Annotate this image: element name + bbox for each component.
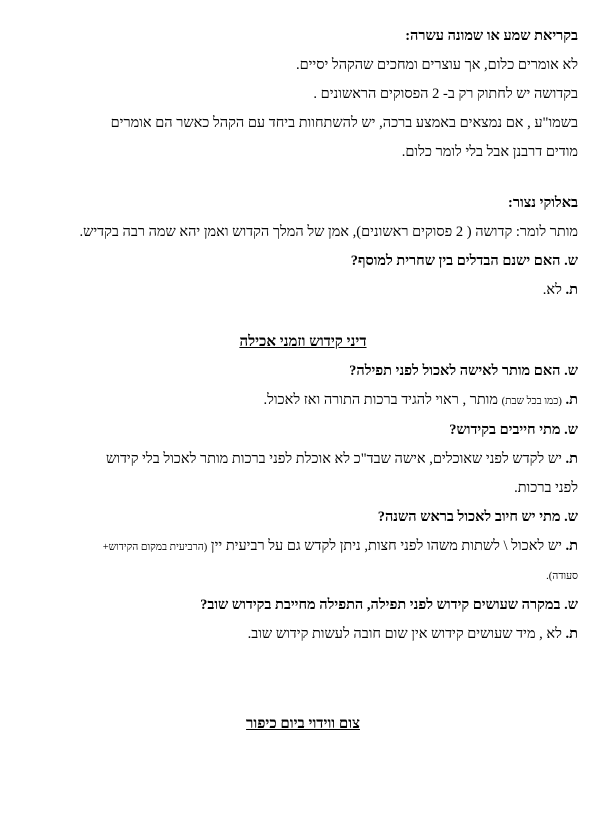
section-line: מותר לומר: קדושה ( 2 פסוקים ראשונים), אמן של המלך הקדוש ואמן יהא שמה רבה בקדיש. <box>79 224 578 240</box>
answer <box>28 532 578 562</box>
answer-note: (הרביעית במקום הקידוש+ <box>102 542 208 553</box>
section-kidush <box>28 327 578 649</box>
spacer <box>28 167 578 189</box>
section-heading-eloke-netzor: באלוקי נצור: <box>508 195 578 211</box>
answer <box>28 276 578 305</box>
spacer <box>28 679 578 709</box>
section-eloke-netzor <box>28 189 578 305</box>
answer <box>28 620 578 649</box>
section-heading-kidush: דיני קידוש וזמני אכילה <box>239 334 367 350</box>
answer-label: ת. <box>565 538 578 554</box>
answer-label: ת. <box>565 282 578 298</box>
section-line: מודים דרבנן אבל בלי לומר כלום. <box>401 144 578 160</box>
question: ש. האם ישנם הבדלים בין שחרית למוסף? <box>350 253 578 269</box>
answer-parenthetical: (כמו בכל שבת) <box>501 396 562 407</box>
question: ש. מתי חייבים בקידוש? <box>449 422 578 438</box>
section-heading-shema: בקריאת שמע או שמונה עשרה: <box>405 28 578 44</box>
section-heading-tzom-vidui: צום ווידוי ביום כיפור <box>246 716 360 732</box>
section-line: בקדושה יש לחתוק רק ב- 2 הפסוקים הראשונים . <box>313 86 578 102</box>
answer <box>28 445 578 474</box>
question: ש. מתי יש חיוב לאכול בראש השנה? <box>377 509 578 525</box>
answer-continued: לפני ברכות. <box>514 480 578 496</box>
section-line: בשמו"ע , אם נמצאים באמצע ברכה, יש להשתחוות ביחד עם הקהל כאשר הם אומרים <box>110 115 578 131</box>
answer-note-continued: סעודה). <box>546 571 578 582</box>
answer-text: יש לקדש לפני שאוכלים, אישה שבד"כ לא אוכלת לפני ברכות מותר לאכול בלי קידוש <box>105 451 562 467</box>
answer-label: ת. <box>565 451 578 467</box>
section-shema <box>28 22 578 167</box>
question: ש. במקרה שעושים קידוש לפני תפילה, התפילה מחייבת בקידוש שוב? <box>200 597 578 613</box>
answer-text: לא , מיד שעושים קידוש אין שום חובה לעשות קידוש שוב. <box>247 626 562 642</box>
answer-text: מותר , ראוי להגיד ברכות התורה ואז לאכול. <box>263 392 498 408</box>
section-line: לא אומרים כלום, אך עוצרים ומחכים שהקהל יסיים. <box>295 57 578 73</box>
answer-text: יש לאכול \ לשתות משהו לפני חצות, ניתן לקדש גם על רביעית יין <box>210 538 562 554</box>
answer <box>28 386 578 416</box>
answer-text: לא. <box>542 282 562 298</box>
section-tzom-vidui <box>28 709 578 739</box>
answer-label: ת. <box>565 626 578 642</box>
spacer <box>28 305 578 327</box>
answer-label: ת. <box>565 392 578 408</box>
spacer <box>28 649 578 679</box>
question: ש. האם מותר לאישה לאכול לפני תפילה? <box>349 363 578 379</box>
